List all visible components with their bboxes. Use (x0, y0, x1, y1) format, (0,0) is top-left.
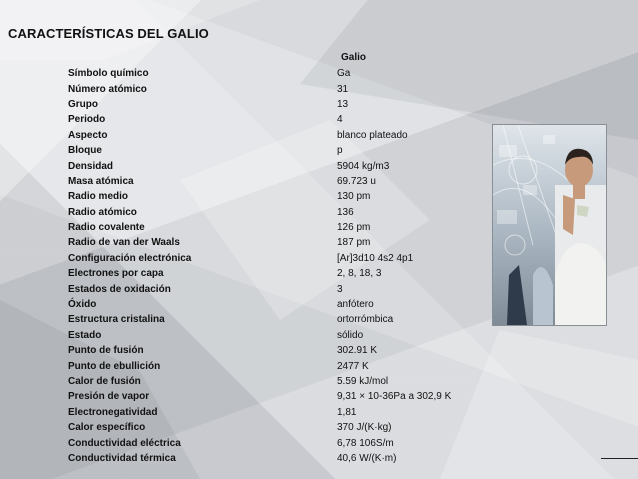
table-row (68, 374, 508, 389)
property-value: 5904 kg/m3 (337, 160, 390, 172)
table-row (68, 328, 508, 343)
footer-rule (601, 458, 638, 459)
property-label: Bloque (68, 145, 102, 157)
property-label: Presión de vapor (68, 391, 150, 403)
property-value: 370 J/(K·kg) (337, 422, 392, 434)
property-value: 5.59 kJ/mol (337, 376, 389, 387)
table-row (68, 174, 508, 189)
property-value: 4 (337, 114, 343, 126)
property-value: blanco plateado (337, 129, 408, 141)
property-value: p (337, 145, 343, 157)
property-label: Punto de ebullición (68, 360, 161, 372)
property-value: [Ar]3d10 4s2 4p1 (337, 252, 414, 264)
property-label: Electrones por capa (68, 268, 164, 280)
property-label: Número atómico (68, 83, 147, 95)
table-row (68, 205, 508, 220)
property-label: Periodo (68, 114, 106, 126)
table-row (68, 235, 508, 250)
table-row (68, 158, 508, 173)
property-label: Masa atómica (68, 175, 134, 187)
table-row (68, 189, 508, 204)
property-value: sólido (337, 329, 364, 341)
property-value: 130 pm (337, 191, 371, 203)
property-label: Calor específico (68, 422, 146, 434)
table-row (68, 220, 508, 235)
table-row (68, 312, 508, 327)
property-value: ortorrómbica (337, 314, 394, 326)
table-row (68, 97, 508, 112)
property-label: Densidad (68, 160, 114, 172)
slide-title: CARACTERÍSTICAS DEL GALIO (8, 26, 209, 41)
property-value: 6,78 106S/m (337, 437, 394, 449)
table-row (68, 420, 508, 435)
property-value: 2, 8, 18, 3 (337, 268, 382, 280)
property-value: 9,31 × 10-36Pa a 302,9 K (337, 391, 452, 403)
property-label: Aspecto (68, 129, 108, 141)
properties-table (68, 66, 508, 466)
property-value: 126 pm (337, 222, 371, 234)
property-value: 31 (337, 83, 349, 95)
property-label: Punto de fusión (68, 345, 144, 357)
table-row (68, 435, 508, 450)
property-label: Estados de oxidación (68, 283, 171, 295)
table-row (68, 343, 508, 358)
property-value: Ga (337, 68, 351, 80)
table-row (68, 451, 508, 466)
table-row (68, 81, 508, 96)
property-label: Radio covalente (68, 222, 145, 234)
person-with-technology-image (492, 124, 607, 326)
property-label: Grupo (68, 98, 98, 110)
property-value: anfótero (337, 299, 374, 311)
property-value: 69.723 u (337, 175, 376, 187)
property-label: Radio de van der Waals (68, 237, 180, 249)
property-label: Conductividad eléctrica (68, 437, 181, 449)
table-row (68, 405, 508, 420)
table-row (68, 389, 508, 404)
property-value: 40,6 W/(K·m) (337, 452, 397, 464)
property-label: Configuración electrónica (68, 252, 192, 264)
table-row (68, 281, 508, 296)
property-value: 2477 K (337, 360, 369, 372)
property-label: Conductividad térmica (68, 452, 176, 464)
column-header: Galio (341, 52, 367, 63)
property-label: Símbolo químico (68, 68, 149, 80)
property-label: Estado (68, 329, 102, 341)
table-row (68, 128, 508, 143)
property-value: 302.91 K (337, 345, 378, 357)
property-value: 187 pm (337, 237, 371, 249)
property-label: Radio atómico (68, 206, 137, 218)
property-value: 1,81 (337, 406, 357, 418)
table-row (68, 112, 508, 127)
property-value: 3 (337, 283, 343, 295)
table-row (68, 66, 508, 81)
table-row (68, 251, 508, 266)
property-value: 13 (337, 98, 349, 110)
table-row (68, 143, 508, 158)
property-value: 136 (337, 206, 354, 218)
property-label: Calor de fusión (68, 376, 141, 387)
property-label: Electronegatividad (68, 406, 158, 418)
table-row (68, 358, 508, 373)
table-row (68, 266, 508, 281)
property-label: Óxido (68, 299, 97, 311)
table-row (68, 297, 508, 312)
photo-illustration (493, 125, 606, 325)
property-label: Estructura cristalina (68, 314, 165, 326)
property-label: Radio medio (68, 191, 129, 203)
